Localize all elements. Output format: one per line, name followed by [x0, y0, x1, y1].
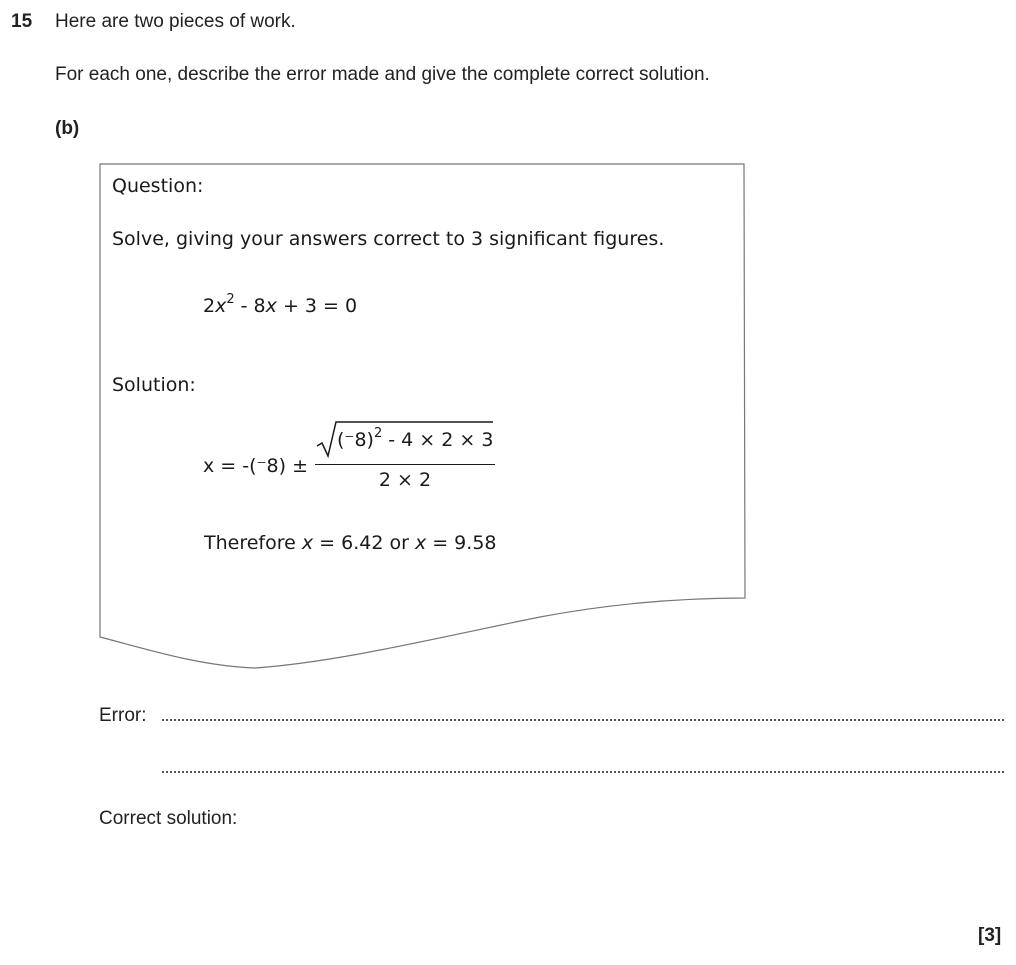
correct-solution-label: Correct solution: — [99, 808, 238, 829]
answer-var1: x — [301, 532, 314, 554]
radicand-base: (⁻8) — [337, 429, 374, 451]
equation-minus: - 8 — [234, 295, 266, 317]
work-answer — [204, 532, 497, 554]
answer-mid2: = 9.58 — [426, 532, 497, 554]
formula-lhs: x = -(⁻8) ± — [203, 455, 309, 477]
work-equation — [203, 292, 358, 317]
question-number: 15 — [11, 11, 33, 32]
fraction-bar — [315, 464, 495, 465]
equation-end: + 3 = 0 — [276, 295, 358, 317]
answer-var2: x — [414, 532, 427, 554]
equation-coef: 2 — [203, 295, 216, 317]
radicand-exp: 2 — [373, 426, 383, 441]
equation-var2: x — [265, 295, 277, 317]
work-task: Solve, giving your answers correct to 3 significant figures. — [112, 228, 665, 250]
equation-exp: 2 — [226, 292, 235, 307]
formula-denominator: 2 × 2 — [378, 469, 432, 491]
error-label: Error: — [99, 705, 147, 726]
equation-var: x — [215, 295, 227, 317]
error-answer-line-2[interactable] — [162, 771, 1004, 773]
answer-mid1: = 6.42 or — [313, 532, 415, 554]
formula-numerator — [315, 420, 495, 460]
work-question-heading: Question: — [112, 175, 204, 197]
question-intro: Here are two pieces of work. — [55, 11, 296, 32]
work-solution-heading: Solution: — [112, 374, 196, 396]
marks-label: [3] — [978, 925, 1002, 946]
answer-prefix: Therefore — [204, 532, 302, 554]
question-instruction: For each one, describe the error made and give the complete correct solution. — [55, 64, 710, 85]
radicand-rest: - 4 × 2 × 3 — [382, 429, 494, 451]
formula-fraction — [315, 420, 495, 496]
formula-radicand — [337, 426, 494, 451]
part-label: (b) — [55, 118, 80, 139]
error-answer-line-1[interactable] — [162, 719, 1004, 721]
